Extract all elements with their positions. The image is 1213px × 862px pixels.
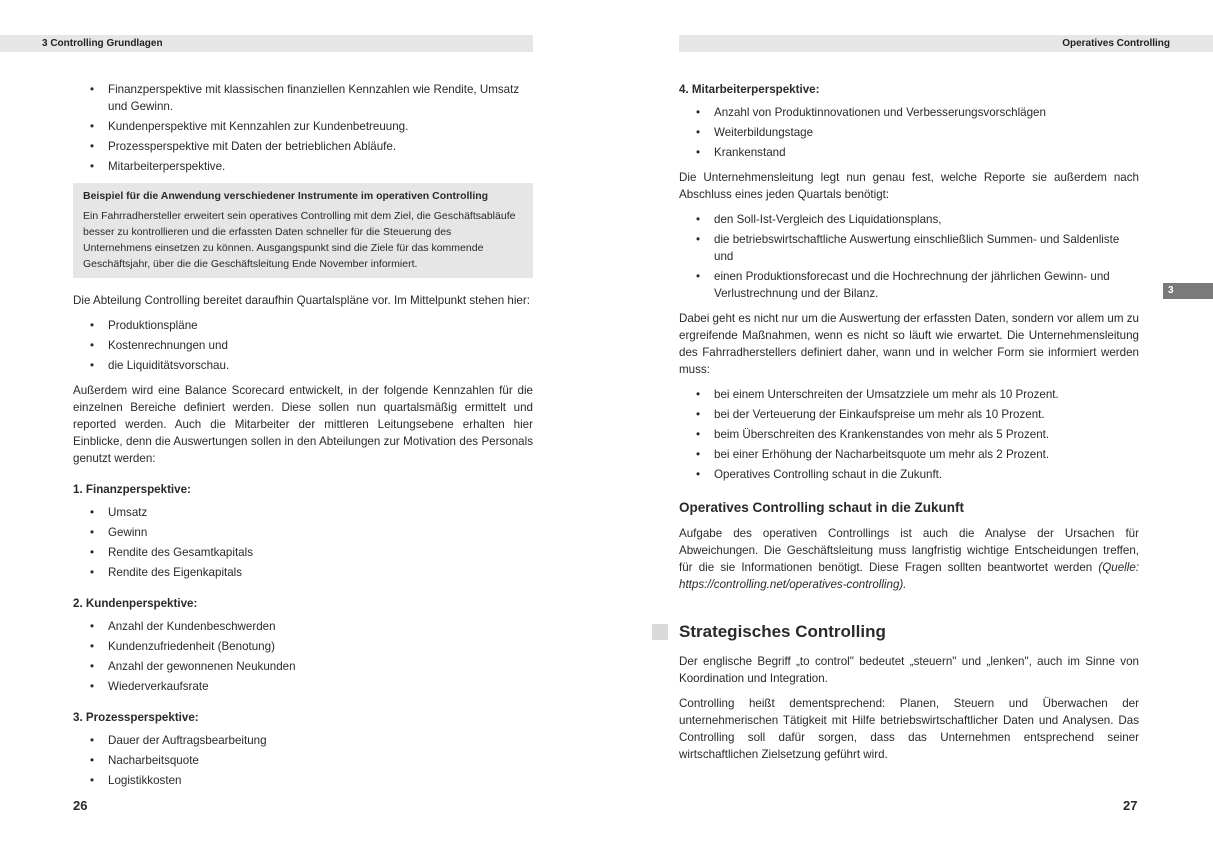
heading-strategic: Strategisches Controlling <box>679 622 886 641</box>
list-item: • Umsatz <box>90 506 148 519</box>
list-item: • bei der Verteuerung der Einkaufspreise um mehr als 10 Prozent. <box>696 408 1045 421</box>
list-item: • Kundenzufriedenheit (Benotung) <box>90 640 275 653</box>
list-item: • Dauer der Auftragsbearbeitung <box>90 734 267 747</box>
paragraph-reports: Die Unternehmensleitung legt nun genau fest, welche Reporte sie außerdem nach Abschluss eines jeden Quartals benötigt: <box>679 171 1139 201</box>
list-item: • Weiterbildungstage <box>696 126 814 139</box>
intro-bullet-list <box>73 81 533 175</box>
list-item: • die Liquiditätsvorschau. <box>90 359 230 372</box>
list-item: • Gewinn <box>90 526 148 539</box>
list-item: • bei einem Unterschreiten der Umsatzziele um mehr als 10 Prozent. <box>696 388 1059 401</box>
list-item: • Rendite des Eigenkapitals <box>90 566 243 579</box>
example-box-text: Ein Fahrradhersteller erweitert sein operatives Controlling mit dem Ziel, die Geschäftsabläufe besser zu kontrollieren und die erfassten Daten schneller für die Steuerung des Unternehmens einsetzen zu können. Ausgangspunkt sind die Ziele für das kommende Geschäftsjahr, über die die Geschäftsleitung Ende November informiert. <box>83 210 516 270</box>
list-item: • Mitarbeiterperspektive. <box>90 160 226 173</box>
example-box <box>73 183 533 278</box>
employee-bullet-list <box>679 104 1139 161</box>
running-head-right: Operatives Controlling <box>679 35 1213 52</box>
report-bullet-list <box>679 211 1139 302</box>
paragraph-strategic-1: Der englische Begriff „to control" bedeutet „steuern" und „lenken", auch im Sinne von Koordination und Integration. <box>679 655 1139 685</box>
page-number-right: 27 <box>1123 798 1138 813</box>
group-heading-finance: 1. Finanzperspektive: <box>73 483 191 496</box>
list-item: • einen Produktionsforecast und die Hochrechnung der jährlichen Gewinn- und Verlustrechnung und der Bilanz. <box>696 270 1110 300</box>
paragraph-future: Aufgabe des operativen Controllings ist auch die Analyse der Ursachen für Abweichungen. Die Geschäftsleitung muss langfristig wichtige Entscheidungen treffen, für die sie Informationen benötigt. Diese Fragen sollten beantwortet werden (Quelle: https://controlling.net/operatives-controlling). <box>679 527 1139 591</box>
list-item: • Nacharbeitsquote <box>90 754 199 767</box>
process-bullet-list <box>73 732 533 789</box>
group-heading-customer: 2. Kundenperspektive: <box>73 597 198 610</box>
measure-bullet-list <box>679 386 1139 483</box>
example-box-title: Beispiel für die Anwendung verschiedener Instrumente im operativen Controlling <box>83 190 489 202</box>
left-page-content <box>73 81 533 797</box>
customer-bullet-list <box>73 618 533 695</box>
list-item: • Logistikkosten <box>90 774 182 787</box>
page-number-left: 26 <box>73 798 88 813</box>
source-citation: (Quelle: https://controlling.net/operatives-controlling). <box>679 561 1139 591</box>
list-item: • Kundenperspektive mit Kennzahlen zur Kundenbetreuung. <box>90 120 409 133</box>
list-item: • Anzahl der gewonnenen Neukunden <box>90 660 296 673</box>
right-page-content <box>679 81 1139 771</box>
quarterly-bullet-list <box>73 317 533 374</box>
list-item: • bei einer Erhöhung der Nacharbeitsquote um mehr als 2 Prozent. <box>696 448 1050 461</box>
list-item: • Operatives Controlling schaut in die Zukunft. <box>696 468 943 481</box>
finance-bullet-list <box>73 504 533 581</box>
right-page <box>606 0 1213 862</box>
list-item: • Wiederverkaufsrate <box>90 680 209 693</box>
list-item: • Krankenstand <box>696 146 786 159</box>
running-head-left: 3 Controlling Grundlagen <box>0 35 533 52</box>
list-item: • Anzahl der Kundenbeschwerden <box>90 620 276 633</box>
list-item: • Anzahl von Produktinnovationen und Verbesserungsvorschlägen <box>696 106 1046 119</box>
group-heading-employee: 4. Mitarbeiterperspektive: <box>679 83 820 96</box>
heading-marker <box>652 624 668 640</box>
left-page <box>0 0 606 862</box>
list-item: • Produktionspläne <box>90 319 198 332</box>
chapter-tab: 3 <box>1163 283 1213 299</box>
paragraph-measures: Dabei geht es nicht nur um die Auswertung der erfassten Daten, sondern vor allem um zu ergreifende Maßnahmen, wenn es nicht so läuft wie erwartet. Die Unternehmensleitung des Fahrradherstellers definiert daher, wann und in welcher Form sie informiert werden muss: <box>679 312 1139 376</box>
strategic-heading-row <box>679 621 1139 643</box>
list-item: • den Soll-Ist-Vergleich des Liquidationsplans, <box>696 213 942 226</box>
group-heading-process: 3. Prozessperspektive: <box>73 711 199 724</box>
list-item: • Rendite des Gesamtkapitals <box>90 546 253 559</box>
list-item: • beim Überschreiten des Krankenstandes von mehr als 5 Prozent. <box>696 428 1050 441</box>
heading-future: Operatives Controlling schaut in die Zukunft <box>679 500 965 515</box>
list-item: • die betriebswirtschaftliche Auswertung einschließlich Summen- und Saldenliste und <box>696 233 1120 263</box>
paragraph-strategic-2: Controlling heißt dementsprechend: Planen, Steuern und Überwachen der unternehmerischen Tätigkeit mit Hilfe betriebswirtschaftlicher Daten und Analysen. Das Controlling soll dafür sorgen, dass das Unternehmen entsprechend seiner wirtschaftlichen Zielsetzung geführt wird. <box>679 697 1139 761</box>
list-item: • Kostenrechnungen und <box>90 339 228 352</box>
paragraph-quarterly: Die Abteilung Controlling bereitet daraufhin Quartalspläne vor. Im Mittelpunkt stehen hier: <box>73 294 530 307</box>
list-item: • Finanzperspektive mit klassischen finanziellen Kennzahlen wie Rendite, Umsatz und Gewinn. <box>90 83 520 113</box>
paragraph-scorecard: Außerdem wird eine Balance Scorecard entwickelt, in der folgende Kennzahlen für die einzelnen Bereiche definiert werden. Diese sollen nun quartalsmäßig ermittelt und reported werden. Auch die Mitarbeiter der mittleren Leitungsebene erhalten hier Einblicke, denn die Auswertungen sollen in den Abteilungen zur Motivation des Personals genutzt werden: <box>73 384 533 465</box>
list-item: • Prozessperspektive mit Daten der betrieblichen Abläufe. <box>90 140 397 153</box>
